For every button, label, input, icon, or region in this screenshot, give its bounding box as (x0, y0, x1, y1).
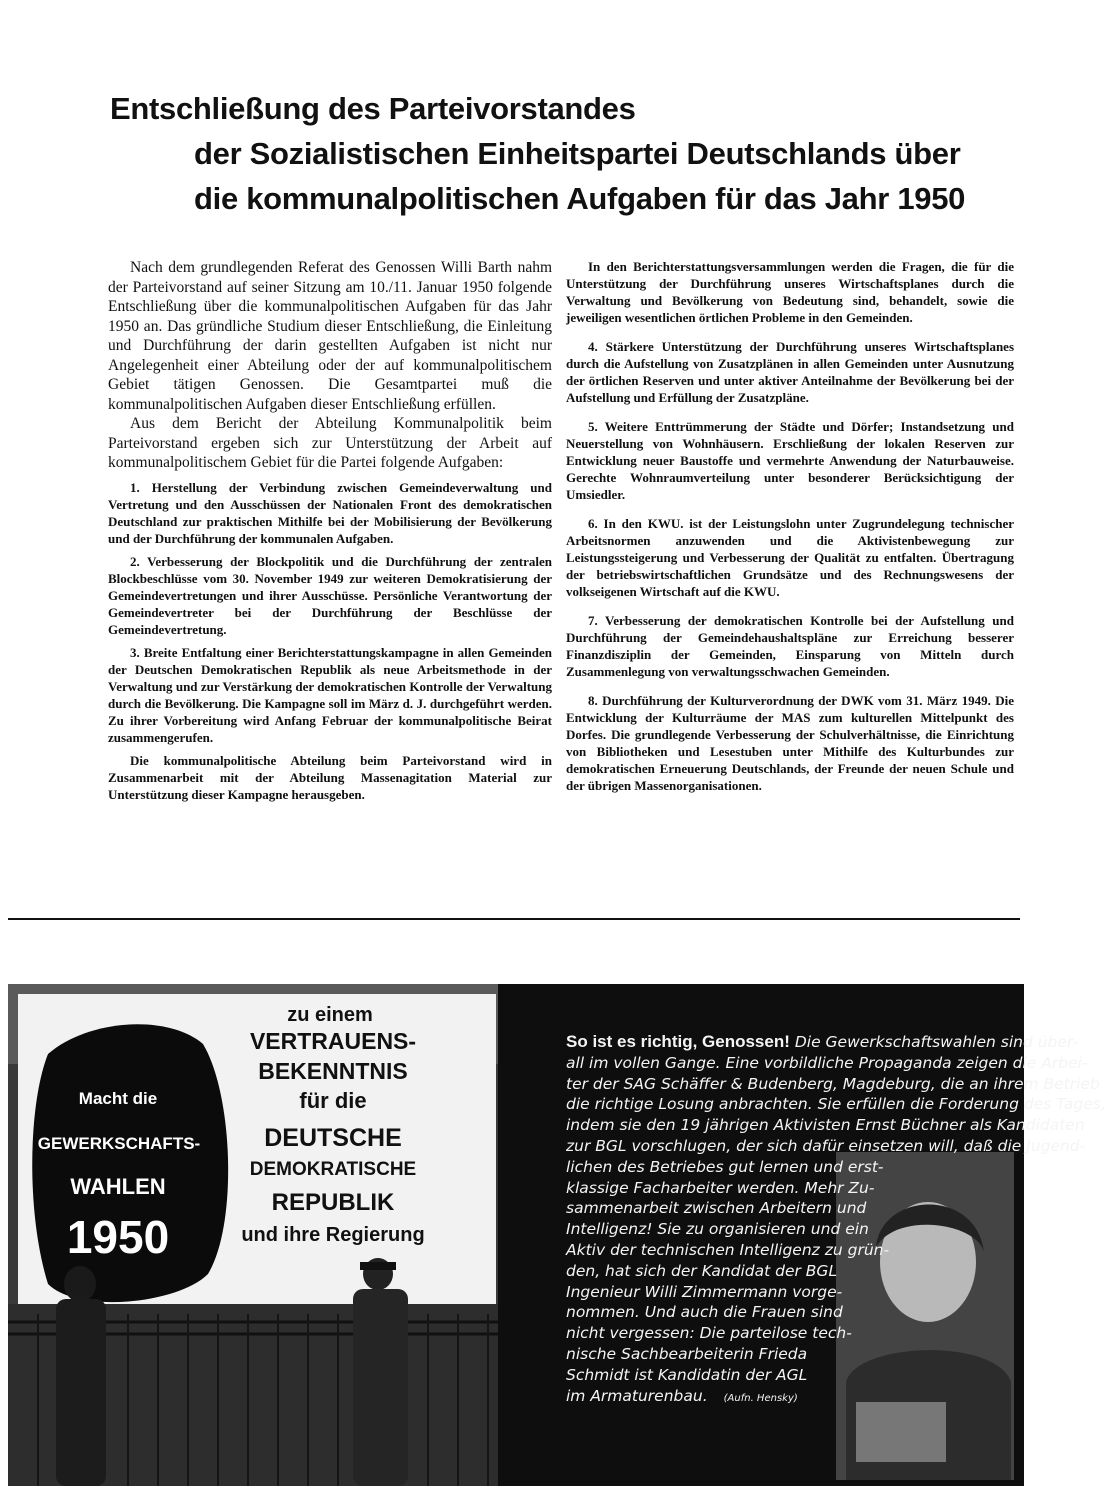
title-line-1: Entschließung des Parteivorstandes (110, 91, 636, 126)
caption-line: im Armaturenbau. (566, 1386, 708, 1405)
caption-line: klassige Facharbeiter werden. Mehr Zu- (566, 1178, 875, 1197)
caption-line: den, hat sich der Kandidat der BGL (566, 1261, 838, 1280)
caption-line: die richtige Losung anbrachten. Sie erfüllen die Forderung des Tages, (566, 1095, 1106, 1114)
caption-line: all im vollen Gange. Eine vorbildliche Propaganda zeigen die Arbei- (566, 1053, 1088, 1072)
caption-line: Intelligenz! Sie zu organisieren und ein (566, 1220, 869, 1239)
intro (108, 258, 552, 473)
title-line-2: der Sozialistischen Einheitspartei Deutschlands über (194, 136, 961, 171)
caption-line: Schmidt ist Kandidatin der AGL (566, 1365, 808, 1384)
right-column (566, 258, 1014, 806)
task-item-3-note: Die kommunalpolitische Abteilung beim Parteivorstand wird in Zusammenarbeit mit der Abteilung Massenagitation Material zur Unterstützung dieser Kampagne herausgeben. (108, 752, 552, 802)
task-item-4: 4. Stärkere Unterstützung der Durchführung unseres Wirtschaftsplanes durch die Aufstellung von Zusatzplänen in allen Gemeinden unter Ausnutzung der örtlichen Reserven und unter aktiver Anteilnahme der Bevölkerung bei der Aufstellung und Erfüllung der Zusatzpläne. (566, 339, 1014, 405)
article-title (110, 86, 1010, 221)
caption-line: sammenarbeit zwischen Arbeitern und (566, 1199, 867, 1218)
caption-line: Ingenieur Willi Zimmermann vorge- (566, 1282, 843, 1301)
section-divider (8, 918, 1020, 920)
task-item-8: 8. Durchführung der Kulturverordnung der DWK vom 31. März 1949. Die Entwicklung der Kulturräume der MAS zum kulturellen Mittelpunkt des Dorfes. Die grundlegende Verbesserung der Schulverhältnisse, die Einrichtung von Bibliotheken und Lesestuben unter Mithilfe des Kulturbundes zur demokratischen Erneuerung Deutschlands, der Freunde der neuen Schule und der übrigen Massenorganisationen. (566, 693, 1014, 793)
task-item-7: 7. Verbesserung der demokratischen Kontrolle bei der Aufstellung und Durchführung der Gemeindehaushaltspläne zur Erreichung besserer Finanzdisziplin der Gemeinden, Einsparung von Mitteln durch Zusammenlegung von verwaltungsschwachen Gemeinden. (566, 613, 1014, 679)
task-item-3: 3. Breite Entfaltung einer Berichterstattungskampagne in allen Gemeinden der Deutschen Demokratischen Republik als neue Arbeitsmethode in der Verwaltung und zur Verstärkung der demokratischen Kontrolle der Verwaltung durch die Bevölkerung. Die Kampagne soll im März d. J. durchgeführt werden. Zu ihrer Vorbereitung wird Anfang Februar der kommunalpolitische Beirat zusammengerufen. (108, 644, 552, 745)
board-text-6: DEMOKRATISCHE (249, 1159, 417, 1180)
caption-line: nische Sachbearbeiterin Frieda (566, 1344, 808, 1363)
board-text-1: zu einem (287, 1004, 373, 1026)
left-column (108, 258, 552, 803)
blob-text-1: Macht die (78, 1089, 158, 1108)
board-text-2: VERTRAUENS- (249, 1028, 417, 1054)
poster-photo (8, 984, 498, 1486)
blob-text-2: GEWERKSCHAFTS- (37, 1134, 201, 1153)
title-line-3: die kommunalpolitischen Aufgaben für das Jahr 1950 (194, 181, 966, 216)
caption-line: nicht vergessen: Die parteilose tech- (566, 1324, 852, 1343)
task-item-6: 6. In den KWU. ist der Leistungslohn unter Zugrundelegung technischer Arbeitsnormen anzuwenden und die Aktivistenbewegung zur Leistungssteigerung und Verbesserung der Qualität zu entfalten. Übertragung der betriebswirtschaftlichen Grundsätze und des Rechnungswesens der volkseigenen Wirtschaft auf die KWU. (566, 516, 1014, 599)
caption-panel (498, 984, 1106, 1486)
caption-line: ter der SAG Schäffer & Budenberg, Magdeburg, die an ihrem Betrieb (566, 1074, 1100, 1093)
caption-lead: So ist es richtig, Genossen! (566, 1032, 790, 1051)
intro-paragraph-2: Aus dem Bericht der Abteilung Kommunalpolitik beim Parteivorstand ergeben sich zur Unterstützung der Arbeit auf kommunalpolitischem Gebiet für die Partei folgende Aufgaben: (108, 415, 552, 471)
caption-line: nommen. Und auch die Frauen sind (566, 1303, 843, 1322)
board-text-3: BEKENNTNIS (258, 1058, 408, 1084)
caption-line: Die Gewerkschaftswahlen sind über- (794, 1033, 1079, 1051)
board-text-4: für die (299, 1088, 367, 1113)
caption-line: zur BGL vorschlugen, der sich dafür einsetzen will, daß die Jugend- (566, 1136, 1086, 1155)
board-text-7: REPUBLIK (271, 1189, 395, 1216)
caption-line: Aktiv der technischen Intelligenz zu grün- (566, 1240, 890, 1259)
task-item-1: 1. Herstellung der Verbindung zwischen Gemeindeverwaltung und Vertretung und den Ausschüssen der Nationalen Front des demokratischen Deutschland zur praktischen Mithilfe bei der Mobilisierung der Bevölkerung und der Durchführung der kommunalen Aufgaben. (108, 479, 552, 546)
blob-text-3: WAHLEN (70, 1174, 166, 1199)
task-item-3-continued: In den Berichterstattungsversammlungen werden die Fragen, die für die Unterstützung der Durchführung unseres Wirtschaftsplanes durch die Verwaltung und Bevölkerung von Bedeutung sind, behandelt, sowie die jeweiligen wesentlichen örtlichen Probleme in den Gemeinden. (566, 259, 1014, 325)
photo-caption (566, 1032, 1106, 1409)
task-item-5: 5. Weitere Enttrümmerung der Städte und Dörfer; Instandsetzung und Neuerstellung von Wohnhäusern. Erschließung der lokalen Reserven zur Entwicklung neuer Baustoffe und vermehrte Anwendung der Naturbauweise. Gerechte Wohnraumverteilung unter besonderer Berücksichtigung der Umsiedler. (566, 419, 1014, 502)
caption-line: indem sie den 19 jährigen Aktivisten Ernst Büchner als Kandidaten (566, 1116, 1085, 1135)
board-text-8: und ihre Regierung (241, 1224, 425, 1246)
board-text-5: DEUTSCHE (264, 1124, 402, 1152)
intro-paragraph-1: Nach dem grundlegenden Referat des Genossen Willi Barth nahm der Parteivorstand auf seiner Sitzung am 10./11. Januar 1950 folgende Entschließung über die kommunalpolitischen Aufgaben für das Jahr 1950 an. Das gründliche Studium dieser Entschließung, die Einleitung und Durchführung der darin gestellten Aufgaben ist nicht nur Angelegenheit einer Abteilung oder der auf kommunalpolitischem Gebiet tätigen Genossen. Die Gesamtpartei muß die kommunalpolitischen Aufgaben dieser Entschließung erfüllen. (108, 259, 552, 413)
blob-text-4: 1950 (66, 1211, 170, 1263)
photo-credit: (Aufn. Hensky) (723, 1392, 798, 1404)
task-item-2: 2. Verbesserung der Blockpolitik und die Durchführung der zentralen Blockbeschlüsse vom 30. November 1949 zur weiteren Demokratisierung der Gemeindevertretungen und ihrer Ausschüsse. Persönliche Verantwortung der Gemeindevertreter bei der Durchführung der Beschlüsse der Gemeindevertretung. (108, 553, 552, 637)
caption-line: lichen des Betriebes gut lernen und erst- (566, 1157, 884, 1176)
